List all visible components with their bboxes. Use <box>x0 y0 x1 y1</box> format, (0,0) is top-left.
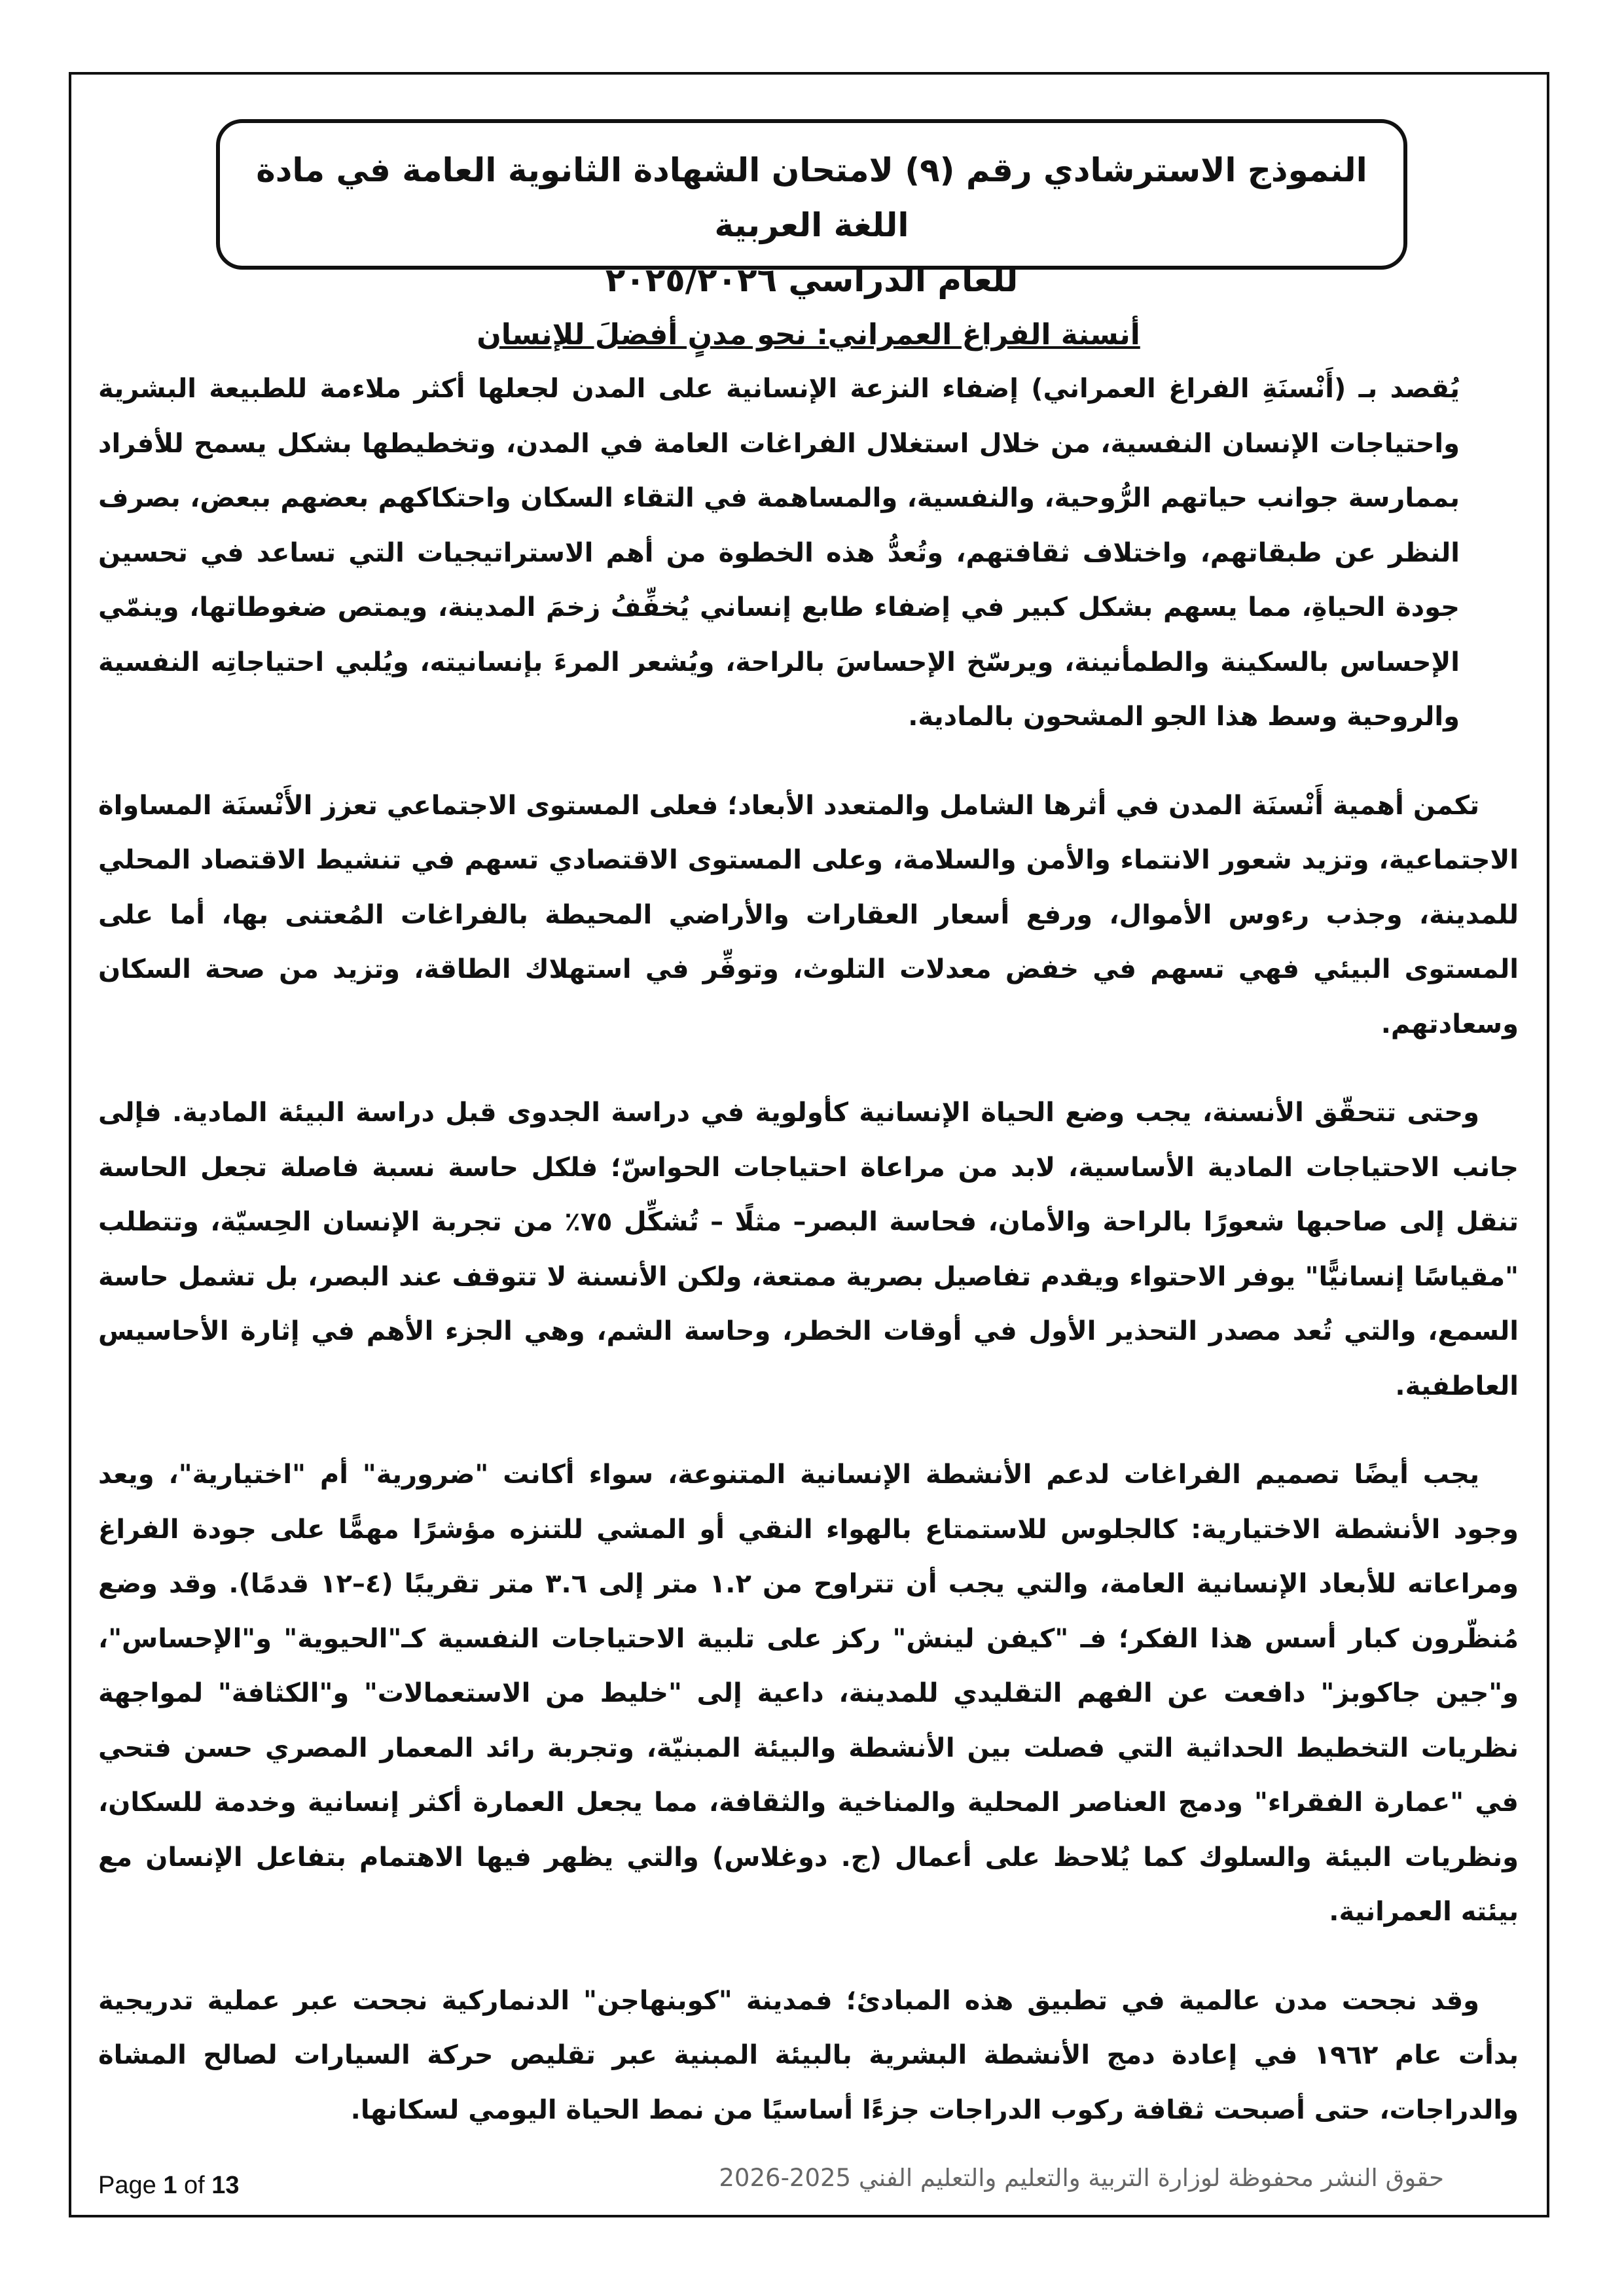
exam-title-line-1: النموذج الاسترشادي رقم (٩) لامتحان الشهادة الثانوية العامة في مادة اللغة العربية <box>256 151 1367 244</box>
page-current: 1 <box>163 2172 177 2199</box>
page-of: of <box>184 2172 205 2199</box>
page-total: 13 <box>211 2172 240 2199</box>
paragraph: وقد نجحت مدن عالمية في تطبيق هذه المبادئ؛ فمدينة "كوبنهاجن" الدنماركية نجحت عبر عملية تدريجية بدأت عام ١٩٦٢ في إعادة دمج الأنشطة البشرية بالبيئة المبنية عبر تقليص حركة السيارات لصالح المشاة والدراجات، حتى أصبحت ثقافة ركوب الدراجات جزءًا أساسيًا من نمط الحياة اليومي لسكانها. <box>98 1985 1519 2125</box>
article-body <box>98 308 1519 2172</box>
paragraph: يجب أيضًا تصميم الفراغات لدعم الأنشطة الإنسانية المتنوعة، سواء أكانت "ضرورية" أم "اختيارية"، ويعد وجود الأنشطة الاختيارية: كالجلوس للاستمتاع بالهواء النقي أو المشي للتنزه مؤشرًا مهمًّا على جودة الفراغ ومراعاته للأبعاد الإنسانية العامة، والتي يجب أن تتراوح من ١.٢ متر إلى ٣.٦ متر تقريبًا (٤–١٢ قدمًا). وقد وضع مُنظّرون كبار أسس هذا الفكر؛ فـ "كيفن لينش" ركز على تلبية الاحتياجات النفسية كـ"الحيوية" و"الإحساس"، و"جين جاكوبز" دافعت عن الفهم التقليدي للمدينة، داعية إلى "خليط من الاستعمالات" و"الكثافة" لمواجهة نظريات التخطيط الحداثية التي فصلت بين الأنشطة والبيئة المبنيّة، وتجربة رائد المعمار المصري حسن فتحي في "عمارة الفقراء" ودمج العناصر المحلية والمناخية والثقافة، مما يجعل العمارة أكثر إنسانية وخدمة للسكان، ونظريات البيئة والسلوك كما يُلاحظ على أعمال (ج. دوغلاس) والتي يظهر فيها الاهتمام بتفاعل الإنسان مع بيئته العمرانية. <box>98 1460 1519 1927</box>
page-word: Page <box>98 2172 156 2199</box>
article-title: أنسنة الفراغ العمراني: نحو مدنٍ أفضلَ للإنسان <box>477 318 1140 351</box>
paragraph: تكمن أهمية أَنْسنَة المدن في أثرها الشامل والمتعدد الأبعاد؛ فعلى المستوى الاجتماعي تعزز الأَنْسنَة المساواة الاجتماعية، وتزيد شعور الانتماء والأمن والسلامة، وعلى المستوى الاقتصادي تسهم في تنشيط الاقتصاد المحلي للمدينة، وجذب رءوس الأموال، ورفع أسعار العقارات والأراضي المحيطة بالفراغات المُعتنى بها، أما على المستوى البيئي فهي تسهم في خفض معدلات التلوث، وتوفِّر في استهلاك الطاقة، وتزيد من صحة السكان وسعادتهم. <box>98 790 1519 1039</box>
exam-title-box <box>216 119 1407 299</box>
paragraph: يُقصد بـ (أَنْسنَةِ الفراغ العمراني) إضفاء النزعة الإنسانية على المدن لجعلها أكثر ملاءمة للطبيعة البشرية واحتياجات الإنسان النفسية، من خلال استغلال الفراغات العامة في المدن، وتخطيطها بشكل يسمح للأفراد بممارسة جوانب حياتهم الرُّوحية، والنفسية، والمساهمة في التقاء السكان واحتكاكهم بعضهم ببعض، بصرف النظر عن طبقاتهم، واختلاف ثقافتهم، وتُعدُّ هذه الخطوة من أهم الاستراتيجيات التي تساعد في تحسين جودة الحياةِ، مما يسهم بشكل كبير في إضفاء طابع إنساني يُخفِّفُ زخمَ المدينة، ويمتص ضغوطاتها، وينمّي الإحساس بالسكينة والطمأنينة، ويرسّخ الإحساسَ بالراحة، ويُشعر المرءَ بإنسانيته، ويُلبي احتياجاتِه النفسية والروحية وسط هذا الجو المشحون بالمادية. <box>98 374 1460 732</box>
copyright-notice: حقوق النشر محفوظة لوزارة التربية والتعليم والتعليم الفني 2025-2026 <box>719 2164 1444 2192</box>
paragraph: وحتى تتحقّق الأنسنة، يجب وضع الحياة الإنسانية كأولوية في دراسة الجدوى قبل دراسة البيئة المادية. فإلى جانب الاحتياجات المادية الأساسية، لابد من مراعاة احتياجات الحواسّ؛ فلكل حاسة نسبة فاصلة تجعل الحاسة تنقل إلى صاحبها شعورًا بالراحة والأمان، فحاسة البصر– مثلًا – تُشكِّل ٧٥٪ من تجربة الإنسان الحِسيّة، وتتطلب "مقياسًا إنسانيًّا" يوفر الاحتواء ويقدم تفاصيل بصرية ممتعة، ولكن الأنسنة لا تتوقف عند البصر، بل تشمل حاسة السمع، والتي تُعد مصدر التحذير الأول في أوقات الخطر، وحاسة الشم، وهي الجزء الأهم في إثارة الأحاسيس العاطفية. <box>98 1098 1519 1401</box>
page-number <box>98 2172 240 2200</box>
exam-title-line-2: للعام الدراسي ٢٠٢٥/٢٠٢٦ <box>605 261 1019 299</box>
